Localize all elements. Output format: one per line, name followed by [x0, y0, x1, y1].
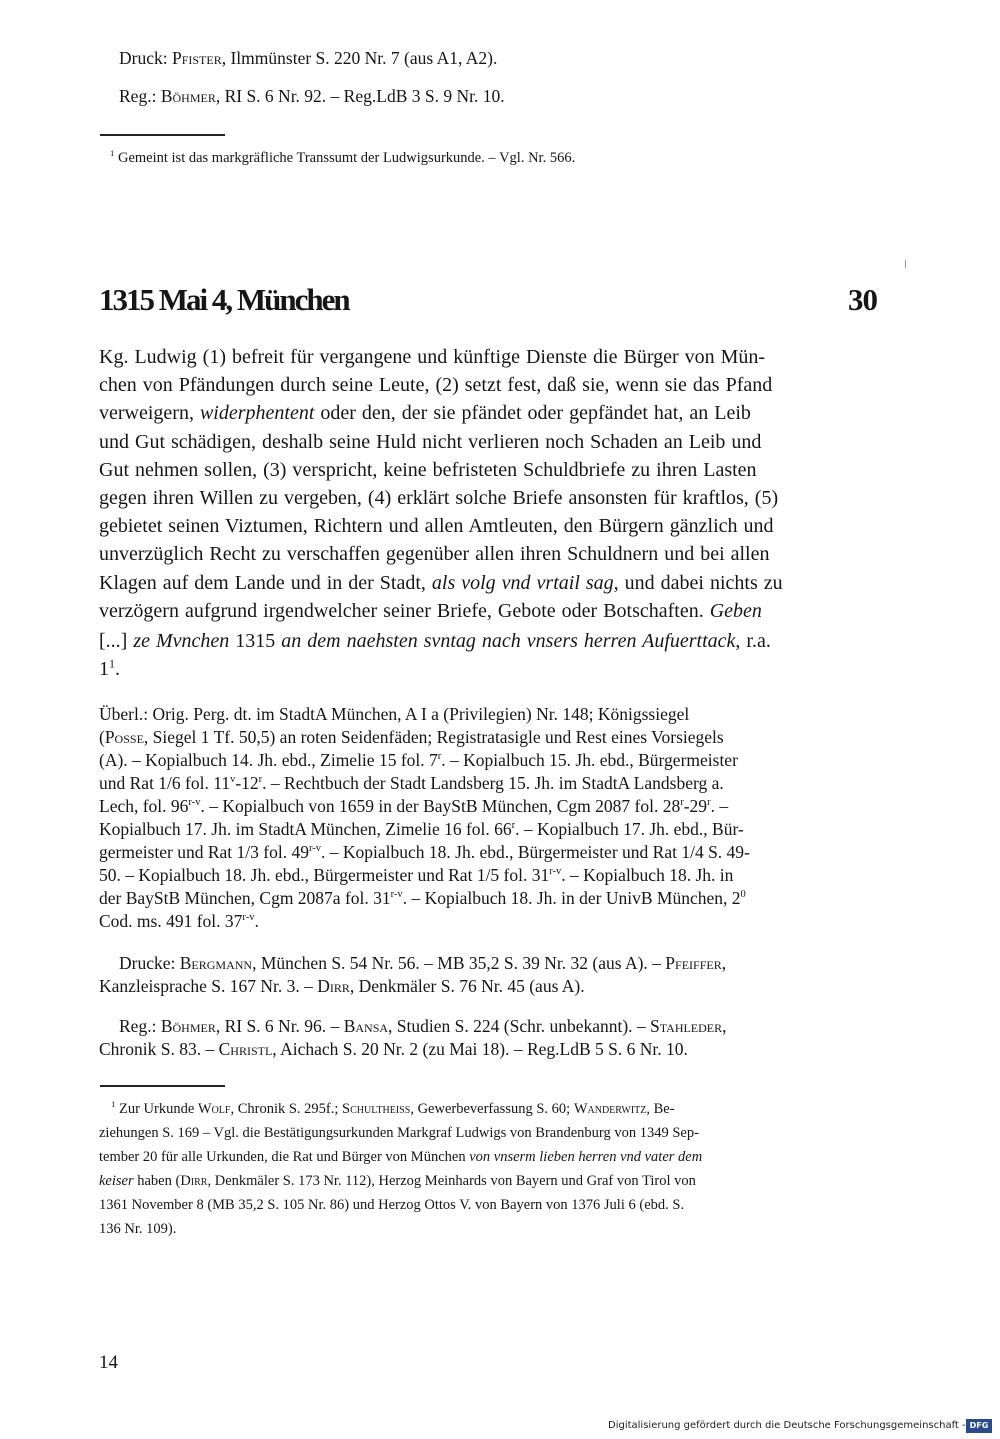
footnote-divider	[100, 1085, 225, 1087]
regest-line: verzögern aufgrund irgendwelcher seiner Briefe, Gebote oder Botschaften. Geben	[99, 600, 762, 622]
scan-mark	[905, 260, 906, 268]
regest-line: [...] ze Mvnchen 1315 an dem naehsten svntag nach vnsers herren Aufuerttack, r.a.	[99, 630, 771, 652]
footnote-line: keiser haben (Dirr, Denkmäler S. 173 Nr. 112), Herzog Meinhards von Bayern und Graf von Tirol von	[99, 1173, 696, 1189]
footnote-line: 1361 November 8 (MB 35,2 S. 105 Nr. 86) und Herzog Ottos V. von Bayern von 1376 Juli 6 (ebd. S.	[99, 1197, 685, 1213]
footnote-top: $^1$ Gemeint ist das markgräfliche Transsumt der Ludwigsurkunde. – Vgl. Nr. 566.	[110, 148, 576, 166]
transmission-line: (A). – Kopialbuch 14. Jh. ebd., Zimelie 15 fol. 7$^r$. – Kopialbuch 15. Jh. ebd., Bürgermeister	[99, 750, 738, 770]
prints-line: Drucke: Bergmann, München S. 54 Nr. 56. – MB 35,2 S. 39 Nr. 32 (aus A). – Pfeiffer,	[119, 953, 727, 973]
regest-line: Kg. Ludwig (1) befreit für vergangene und künftige Dienste die Bürger von Mün-	[99, 346, 766, 368]
regest-line: gebietet seinen Viztumen, Richtern und allen Amtleuten, den Bürgern gänzlich und	[99, 515, 774, 537]
footnote-divider	[100, 134, 225, 136]
author-name: Böhmer	[160, 86, 216, 106]
document-number: 30	[848, 282, 877, 317]
regest-line: Gut nehmen sollen, (3) verspricht, keine befristeten Schuldbriefe zu ihren Lasten	[99, 459, 757, 481]
regest-line: gegen ihren Willen zu vergeben, (4) erklärt solche Briefe ansonsten für kraftlos, (5)	[99, 487, 779, 509]
digitization-credit: Digitalisierung gefördert durch die Deutsche Forschungsgemeinschaft -	[608, 1420, 966, 1431]
footnote-marker: 1	[109, 656, 115, 671]
regest-line: $1^1$.	[99, 656, 120, 680]
author-name: Pfister	[171, 48, 222, 68]
transmission-line: der BayStB München, Cgm 2087a fol. 31$^{r-v}$. – Kopialbuch 18. Jh. in der UnivB München, $2^0$	[99, 888, 746, 908]
page-number: 14	[99, 1352, 118, 1373]
footnote-marker: 1	[111, 1099, 116, 1110]
print-reference-top: Druck: Pfister, Ilmmünster S. 220 Nr. 7 (aus A1, A2).	[119, 48, 498, 68]
regest-line: Klagen auf dem Lande und in der Stadt, als volg vnd vrtail sag, und dabei nichts zu	[99, 572, 783, 594]
regest-line: unverzüglich Recht zu verschaffen gegenüber allen ihren Schuldnern und bei allen	[99, 543, 770, 565]
footnote-line: 136 Nr. 109).	[99, 1221, 177, 1237]
transmission-line: 50. – Kopialbuch 18. Jh. ebd., Bürgermeister und Rat 1/5 fol. 31$^{r-v}$. – Kopialbuch 18. Jh. in	[99, 865, 734, 885]
dfg-logo-icon: DFG	[966, 1419, 992, 1433]
regest-line: chen von Pfändungen durch seine Leute, (2) setzt fest, daß sie, wenn sie das Pfand	[99, 374, 773, 396]
prints-line: Kanzleisprache S. 167 Nr. 3. – Dirr, Denkmäler S. 76 Nr. 45 (aus A).	[99, 976, 585, 996]
footnote-marker: 1	[110, 148, 115, 159]
transmission-line: Lech, fol. 96$^{r-v}$. – Kopialbuch von 1659 in der BayStB München, Cgm 2087 fol. 28$^r$-29$^r$. –	[99, 796, 729, 816]
transmission-line: und Rat 1/6 fol. 11$^v$-12$^r$. – Rechtbuch der Stadt Landsberg 15. Jh. im StadtA Landsberg a.	[99, 773, 724, 793]
transmission-line: Kopialbuch 17. Jh. im StadtA München, Zimelie 16 fol. 66$^r$. – Kopialbuch 17. Jh. ebd., Bür-	[99, 819, 744, 839]
transmission-line: (Posse, Siegel 1 Tf. 50,5) an roten Seidenfäden; Registratasigle und Rest eines Vorsiegels	[99, 727, 724, 747]
register-line: Chronik S. 83. – Christl, Aichach S. 20 Nr. 2 (zu Mai 18). – Reg.LdB 5 S. 6 Nr. 10.	[99, 1039, 688, 1059]
footnote-line: tember 20 für alle Urkunden, die Rat und Bürger von München von vnserm lieben herren vnd vater dem	[99, 1149, 703, 1165]
document-date-place-heading: 1315 Mai 4, München	[99, 282, 349, 317]
register-line: Reg.: Böhmer, RI S. 6 Nr. 96. – Bansa, Studien S. 224 (Schr. unbekannt). – Stahleder,	[119, 1016, 727, 1036]
regest-line: verweigern, widerphentent oder den, der sie pfändet oder gepfändet hat, an Leib	[99, 402, 751, 424]
footnote-line: $^1$ Zur Urkunde Wolf, Chronik S. 295f.; Schultheiss, Gewerbeverfassung S. 60; Wanderwitz, Be-	[111, 1099, 675, 1117]
transmission-line: Überl.: Orig. Perg. dt. im StadtA München, A I a (Privilegien) Nr. 148; Königssiegel	[99, 704, 690, 724]
regest-line: und Gut schädigen, deshalb seine Huld nicht verlieren noch Schaden an Leib und	[99, 431, 762, 453]
footnote-line: ziehungen S. 169 – Vgl. die Bestätigungsurkunden Markgraf Ludwigs von Brandenburg von 1349 Sep-	[99, 1125, 699, 1141]
transmission-line: Cod. ms. 491 fol. 37$^{r-v}$.	[99, 911, 259, 931]
transmission-line: germeister und Rat 1/3 fol. 49$^{r-v}$. – Kopialbuch 18. Jh. ebd., Bürgermeister und Rat 1/4 S. 49-	[99, 842, 750, 862]
register-reference-top: Reg.: Böhmer, RI S. 6 Nr. 92. – Reg.LdB 3 S. 9 Nr. 10.	[119, 86, 505, 106]
